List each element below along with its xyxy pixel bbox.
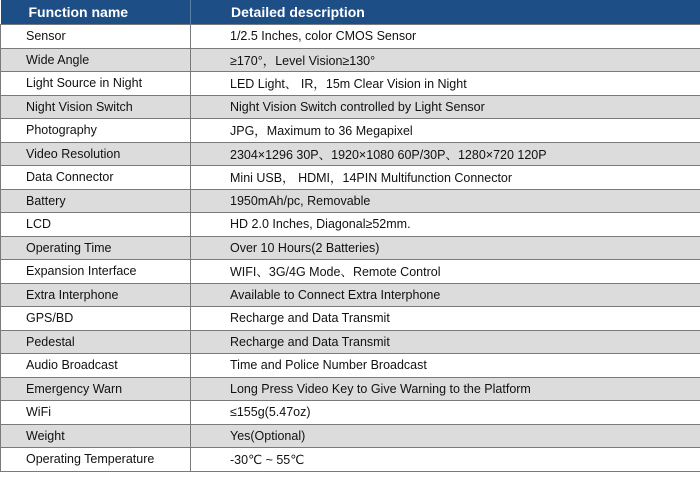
function-description: Recharge and Data Transmit <box>191 307 700 331</box>
function-description: Long Press Video Key to Give Warning to the Platform <box>191 377 700 401</box>
function-name: Operating Time <box>1 236 191 260</box>
function-description: 2304×1296 30P、1920×1080 60P/30P、1280×720 120P <box>191 142 700 166</box>
table-row <box>1 48 700 72</box>
function-name: Video Resolution <box>1 142 191 166</box>
table-row <box>1 330 700 354</box>
function-name: Light Source in Night <box>1 72 191 96</box>
function-name: Weight <box>1 424 191 448</box>
table-row <box>1 236 700 260</box>
function-name: Night Vision Switch <box>1 95 191 119</box>
function-description: Mini USB， HDMI，14PIN Multifunction Connector <box>191 166 700 190</box>
table-row <box>1 283 700 307</box>
function-description: Over 10 Hours(2 Batteries) <box>191 236 700 260</box>
function-name: Sensor <box>1 25 191 49</box>
table-row <box>1 189 700 213</box>
function-description: 1/2.5 Inches, color CMOS Sensor <box>191 25 700 49</box>
table-row <box>1 354 700 378</box>
table-row <box>1 95 700 119</box>
function-name: Emergency Warn <box>1 377 191 401</box>
function-name: WiFi <box>1 401 191 425</box>
header-function-name: Function name <box>1 0 191 25</box>
function-name: Pedestal <box>1 330 191 354</box>
function-name: Extra Interphone <box>1 283 191 307</box>
table-row <box>1 401 700 425</box>
table-row <box>1 424 700 448</box>
function-name: Photography <box>1 119 191 143</box>
table-row <box>1 213 700 237</box>
function-description: JPG，Maximum to 36 Megapixel <box>191 119 700 143</box>
table-row <box>1 448 700 472</box>
function-name: LCD <box>1 213 191 237</box>
function-name: GPS/BD <box>1 307 191 331</box>
table-header-row <box>1 0 700 25</box>
table-row <box>1 142 700 166</box>
function-description: Recharge and Data Transmit <box>191 330 700 354</box>
function-description: Yes(Optional) <box>191 424 700 448</box>
function-description: 1950mAh/pc, Removable <box>191 189 700 213</box>
function-name: Audio Broadcast <box>1 354 191 378</box>
function-description: Time and Police Number Broadcast <box>191 354 700 378</box>
function-description: -30℃ ~ 55℃ <box>191 448 700 472</box>
table-row <box>1 119 700 143</box>
function-name: Expansion Interface <box>1 260 191 284</box>
table-row <box>1 377 700 401</box>
function-description: ≤155g(5.47oz) <box>191 401 700 425</box>
table-row <box>1 166 700 190</box>
function-name: Operating Temperature <box>1 448 191 472</box>
function-name: Data Connector <box>1 166 191 190</box>
table-row <box>1 25 700 49</box>
function-description: Available to Connect Extra Interphone <box>191 283 700 307</box>
header-detailed-description: Detailed description <box>191 0 700 25</box>
function-description: Night Vision Switch controlled by Light Sensor <box>191 95 700 119</box>
function-description: LED Light、 IR，15m Clear Vision in Night <box>191 72 700 96</box>
table-row <box>1 307 700 331</box>
function-name: Battery <box>1 189 191 213</box>
function-name: Wide Angle <box>1 48 191 72</box>
table-row <box>1 72 700 96</box>
function-description: ≥170°，Level Vision≥130° <box>191 48 700 72</box>
function-description: HD 2.0 Inches, Diagonal≥52mm. <box>191 213 700 237</box>
table-row <box>1 260 700 284</box>
function-description: WIFI、3G/4G Mode、Remote Control <box>191 260 700 284</box>
